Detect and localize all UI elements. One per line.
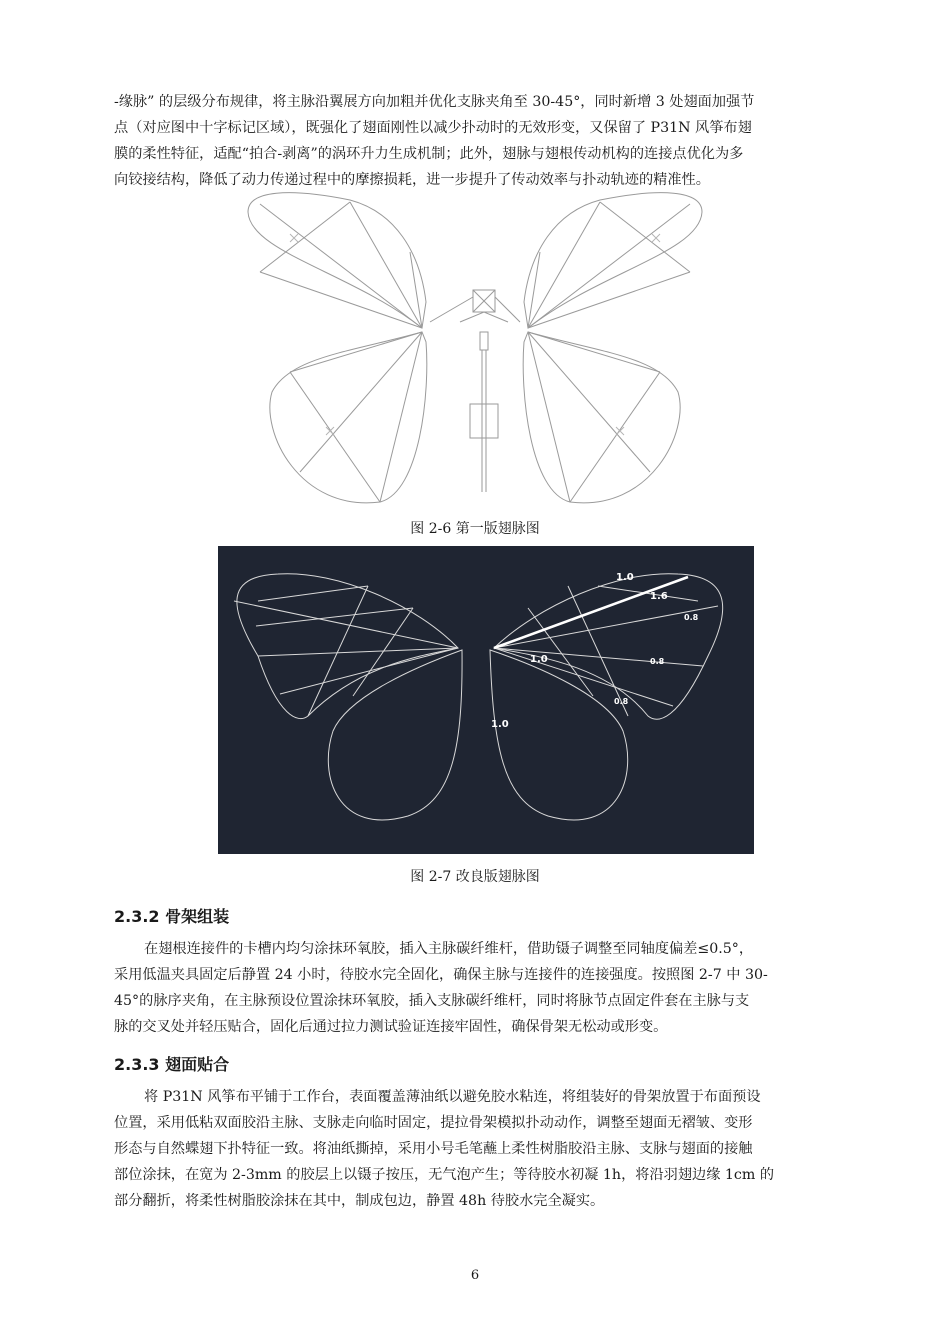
page-number: 6 (470, 1268, 480, 1283)
figure-wing-vein-v1 (230, 192, 720, 512)
label-mid-right: 0.8 (650, 657, 665, 666)
label-main: 1.6 (650, 591, 668, 602)
figure-2-7-caption: 图 2-7 改良版翅脉图 (410, 869, 540, 885)
section-2-3-3-paragraph (114, 1084, 858, 1214)
text-line: 脉的交叉处并轻压贴合，固化后通过拉力测试验证连接牢固性，确保骨架无松动或形变。 (114, 1019, 668, 1035)
text-line: 膜的柔性特征，适配“拍合-剥离”的涡环升力生成机制；此外，翅脉与翅根传动机构的连接点优化为多 (114, 146, 744, 162)
label-upper-right: 0.8 (684, 613, 699, 622)
text-line: 部分翻折，将柔性树脂胶涂抹在其中，制成包边，静置 48h 待胶水完全凝实。 (114, 1193, 605, 1209)
right-hindwing-outline (523, 332, 680, 503)
label-hind: 1.0 (491, 719, 509, 730)
text-line: 点（对应图中十字标记区域），既强化了翅面刚性以减少扑动时的无效形变，又保留了 P31N 风筝布翅 (114, 120, 752, 136)
text-line: 将 P31N 风筝布平铺于工作台，表面覆盖薄油纸以避免胶水粘连，将组装好的骨架放置于布面预设 (144, 1089, 761, 1105)
section-2-3-2-heading: 2.3.2 骨架组装 (114, 907, 230, 926)
text-line: 45°的脉序夹角，在主脉预设位置涂抹环氧胶，插入支脉碳纤维杆，同时将脉节点固定件套在主脉与支 (114, 993, 750, 1009)
text-line: -缘脉” 的层级分布规律，将主脉沿翼展方向加粗并优化支脉夹角至 30-45°，同时新增 3 处翅面加强节 (114, 94, 755, 110)
left-hindwing-outline (270, 332, 427, 503)
text-line: 位置，采用低粘双面胶沿主脉、支脉走向临时固定，提拉骨架模拟扑动动作，调整至翅面无褶皱、变形 (114, 1115, 753, 1131)
section-2-3-2-paragraph (114, 936, 858, 1040)
label-mid: 1.0 (530, 654, 548, 665)
label-lower-right: 0.8 (614, 697, 629, 706)
text-line: 部位涂抹，在宽为 2-3mm 的胶层上以镊子按压，无气泡产生；等待胶水初凝 1h，将沿羽翅边缘 1cm 的 (114, 1167, 775, 1183)
figure-wing-vein-v2 (218, 546, 754, 854)
label-top: 1.0 (616, 572, 634, 583)
intro-paragraph (114, 89, 858, 193)
cad-background (218, 546, 754, 854)
section-2-3-3-heading: 2.3.3 翅面贴合 (114, 1055, 230, 1074)
figure-2-6-caption: 图 2-6 第一版翅脉图 (410, 521, 540, 537)
text-line: 向铰接结构，降低了动力传递过程中的摩擦损耗，进一步提升了传动效率与扑动轨迹的精准性。 (114, 172, 710, 188)
text-line: 在翅根连接件的卡槽内均匀涂抹环氧胶，插入主脉碳纤维杆，借助镊子调整至同轴度偏差≤0.5°， (144, 941, 754, 957)
text-line: 形态与自然蝶翅下扑特征一致。将油纸撕掉，采用小号毛笔蘸上柔性树脂胶沿主脉、支脉与翅面的接触 (114, 1141, 753, 1157)
text-line: 采用低温夹具固定后静置 24 小时，待胶水完全固化，确保主脉与连接件的连接强度。按照图 2-7 中 30- (114, 967, 768, 983)
